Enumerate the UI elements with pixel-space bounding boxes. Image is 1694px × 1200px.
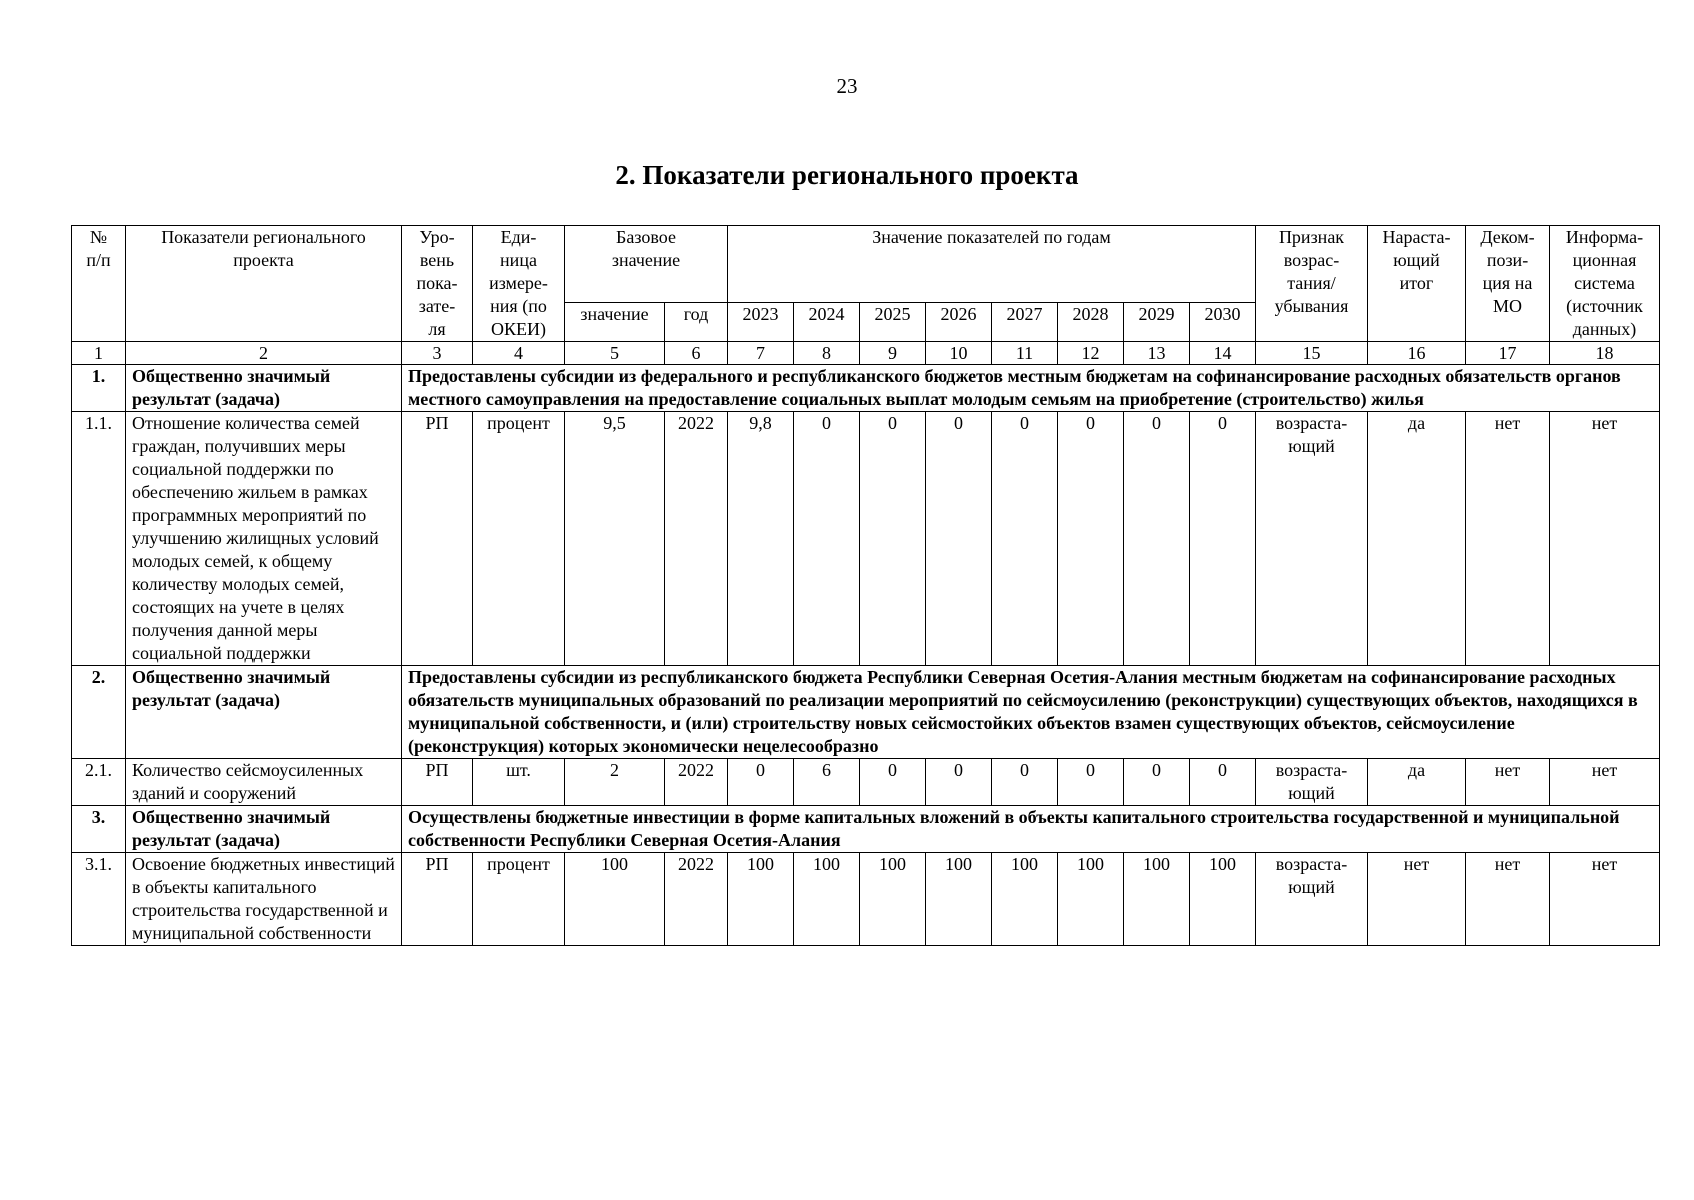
header-indicator: Показатели регионального проекта xyxy=(126,226,402,342)
row-number: 3.1. xyxy=(72,853,126,946)
indicator-info-system: нет xyxy=(1550,412,1660,666)
indicator-cumulative: нет xyxy=(1368,853,1466,946)
column-number: 10 xyxy=(926,342,992,365)
indicator-decomposition: нет xyxy=(1466,853,1550,946)
indicator-year-value: 0 xyxy=(1124,412,1190,666)
header-year: 2028 xyxy=(1058,302,1124,341)
column-number: 16 xyxy=(1368,342,1466,365)
indicator-row xyxy=(72,853,1660,946)
indicator-year-value: 100 xyxy=(992,853,1058,946)
indicator-year-value: 0 xyxy=(860,759,926,806)
indicator-year-value: 100 xyxy=(1124,853,1190,946)
indicator-base-year: 2022 xyxy=(665,759,728,806)
header-year: 2027 xyxy=(992,302,1058,341)
header-year: 2029 xyxy=(1124,302,1190,341)
indicator-year-value: 0 xyxy=(860,412,926,666)
indicator-decomposition: нет xyxy=(1466,412,1550,666)
column-number: 4 xyxy=(473,342,565,365)
indicator-year-value: 0 xyxy=(1190,412,1256,666)
header-year: 2030 xyxy=(1190,302,1256,341)
indicator-base-value: 9,5 xyxy=(565,412,665,666)
indicator-year-value: 0 xyxy=(728,759,794,806)
indicator-name: Отношение количества семей граждан, получивших меры социальной поддержки по обеспечению жильем в рамках программных мероприятий по улучшению жилищных условий молодых семей, к общему количеству молодых семей, состоящих на учете в целях получения данной меры социальной поддержки xyxy=(126,412,402,666)
row-number: 2.1. xyxy=(72,759,126,806)
indicator-sign: возраста- ющий xyxy=(1256,412,1368,666)
indicator-year-value: 100 xyxy=(926,853,992,946)
column-numbers-row xyxy=(72,342,1660,365)
column-number: 15 xyxy=(1256,342,1368,365)
column-number: 5 xyxy=(565,342,665,365)
header-base-year: год xyxy=(665,302,728,341)
table-body xyxy=(72,226,1660,946)
indicator-name: Количество сейсмоусиленных зданий и сооружений xyxy=(126,759,402,806)
header-sign: Признак возрас- тания/ убывания xyxy=(1256,226,1368,342)
indicator-sign: возраста- ющий xyxy=(1256,759,1368,806)
page-title: 2. Показатели регионального проекта xyxy=(615,160,1079,190)
header-year: 2026 xyxy=(926,302,992,341)
row-number: 1.1. xyxy=(72,412,126,666)
indicator-row xyxy=(72,759,1660,806)
indicator-name: Освоение бюджетных инвестиций в объекты капитального строительства государственной и муниципальной собственности xyxy=(126,853,402,946)
indicator-year-value: 6 xyxy=(794,759,860,806)
indicator-year-value: 100 xyxy=(860,853,926,946)
row-number: 1. xyxy=(72,365,126,412)
header-base-value: значение xyxy=(565,302,665,341)
task-text: Осуществлены бюджетные инвестиции в форме капитальных вложений в объекты капитального строительства государственной и муниципальной собственности Республики Северная Осетия-Алания xyxy=(402,806,1660,853)
indicator-unit: процент xyxy=(473,853,565,946)
header-info-system: Информа- ционная система (источник данных) xyxy=(1550,226,1660,342)
task-row xyxy=(72,666,1660,759)
task-text: Предоставлены субсидии из республиканского бюджета Республики Северная Осетия-Алания местным бюджетам на софинансирование расходных обязательств муниципальных образований по реализации мероприятий по сейсмоусилению (реконструкции) существующих объектов, находящихся в муниципальной собственности, и (или) строительству новых сейсмостойких объектов взамен существующих объектов, сейсмоусиление (реконструкция) которых экономически нецелесообразно xyxy=(402,666,1660,759)
header-decomposition: Деком- пози- ция на МО xyxy=(1466,226,1550,342)
column-number: 14 xyxy=(1190,342,1256,365)
column-number: 13 xyxy=(1124,342,1190,365)
indicator-level: РП xyxy=(402,759,473,806)
indicator-cumulative: да xyxy=(1368,759,1466,806)
indicator-year-value: 100 xyxy=(794,853,860,946)
indicator-unit: шт. xyxy=(473,759,565,806)
indicator-info-system: нет xyxy=(1550,853,1660,946)
indicator-year-value: 9,8 xyxy=(728,412,794,666)
header-num: № п/п xyxy=(72,226,126,342)
task-row xyxy=(72,365,1660,412)
indicator-cumulative: да xyxy=(1368,412,1466,666)
column-number: 7 xyxy=(728,342,794,365)
column-number: 12 xyxy=(1058,342,1124,365)
indicator-level: РП xyxy=(402,853,473,946)
column-number: 18 xyxy=(1550,342,1660,365)
column-number: 1 xyxy=(72,342,126,365)
header-cumulative: Нараста- ющий итог xyxy=(1368,226,1466,342)
column-number: 9 xyxy=(860,342,926,365)
indicator-level: РП xyxy=(402,412,473,666)
task-label: Общественно значимый результат (задача) xyxy=(126,365,402,412)
indicators-table xyxy=(71,225,1660,946)
indicator-year-value: 0 xyxy=(992,412,1058,666)
row-number: 3. xyxy=(72,806,126,853)
indicator-year-value: 100 xyxy=(1190,853,1256,946)
header-year: 2024 xyxy=(794,302,860,341)
column-number: 6 xyxy=(665,342,728,365)
header-unit: Еди- ница измере- ния (по ОКЕИ) xyxy=(473,226,565,342)
header-level: Уро- вень пока- зате- ля xyxy=(402,226,473,342)
indicator-year-value: 100 xyxy=(1058,853,1124,946)
indicator-base-value: 2 xyxy=(565,759,665,806)
indicator-year-value: 0 xyxy=(1124,759,1190,806)
column-number: 11 xyxy=(992,342,1058,365)
row-number: 2. xyxy=(72,666,126,759)
header-year: 2025 xyxy=(860,302,926,341)
indicator-year-value: 0 xyxy=(926,759,992,806)
indicator-row xyxy=(72,412,1660,666)
header-row xyxy=(72,226,1660,303)
indicator-base-year: 2022 xyxy=(665,853,728,946)
indicator-year-value: 0 xyxy=(926,412,992,666)
indicator-year-value: 0 xyxy=(794,412,860,666)
column-number: 8 xyxy=(794,342,860,365)
indicator-year-value: 100 xyxy=(728,853,794,946)
header-by-years: Значение показателей по годам xyxy=(728,226,1256,303)
header-year: 2023 xyxy=(728,302,794,341)
indicator-sign: возраста- ющий xyxy=(1256,853,1368,946)
task-label: Общественно значимый результат (задача) xyxy=(126,666,402,759)
indicator-base-year: 2022 xyxy=(665,412,728,666)
page-number: 23 xyxy=(836,74,858,98)
header-base: Базовое значение xyxy=(565,226,728,303)
indicator-info-system: нет xyxy=(1550,759,1660,806)
column-number: 2 xyxy=(126,342,402,365)
column-number: 3 xyxy=(402,342,473,365)
task-row xyxy=(72,806,1660,853)
indicator-year-value: 0 xyxy=(1058,759,1124,806)
indicator-base-value: 100 xyxy=(565,853,665,946)
indicator-year-value: 0 xyxy=(992,759,1058,806)
indicator-unit: процент xyxy=(473,412,565,666)
task-text: Предоставлены субсидии из федерального и республиканского бюджетов местным бюджетам на софинансирование расходных обязательств органов местного самоуправления на предоставление социальных выплат молодым семьям на приобретение (строительство) жилья xyxy=(402,365,1660,412)
indicator-year-value: 0 xyxy=(1058,412,1124,666)
indicator-decomposition: нет xyxy=(1466,759,1550,806)
task-label: Общественно значимый результат (задача) xyxy=(126,806,402,853)
column-number: 17 xyxy=(1466,342,1550,365)
indicator-year-value: 0 xyxy=(1190,759,1256,806)
